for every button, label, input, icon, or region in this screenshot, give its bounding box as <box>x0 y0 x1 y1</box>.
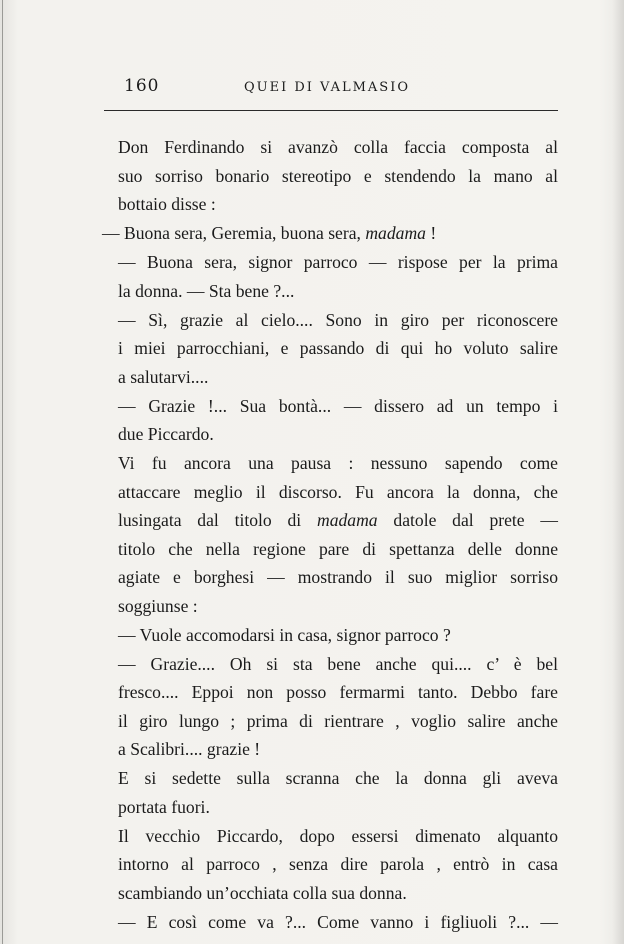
paragraph-5 <box>102 392 558 449</box>
text-line: soggiunse : <box>118 595 198 616</box>
page-header <box>104 74 558 100</box>
paragraph-7 <box>102 621 558 650</box>
text-line: la donna. — Sta bene ?... <box>118 280 295 301</box>
text-line: — Buona sera, signor parroco — rispose per la prima <box>118 252 558 272</box>
text-line: i miei parrocchiani, e passando di qui ho voluto salire <box>118 338 558 358</box>
italic-word: madama <box>365 223 426 243</box>
italic-word: madama <box>317 510 378 530</box>
text-line: titolo che nella regione pare di spettanza delle donne <box>118 538 558 559</box>
text-line: portata fuori. <box>118 796 210 817</box>
paragraph-6 <box>102 449 558 620</box>
paragraph-2 <box>102 219 558 248</box>
text-line: bottaio disse : <box>118 194 216 214</box>
paragraph-11 <box>102 908 558 937</box>
paragraph-10 <box>102 822 558 908</box>
text-line: fresco.... Eppoi non posso fermarmi tanto. Debbo fare <box>118 682 558 702</box>
paragraph-8 <box>102 650 558 764</box>
text-line: Don Ferdinando si avanzò colla faccia composta al <box>118 137 558 157</box>
text-line: Il vecchio Piccardo, dopo essersi dimenato alquanto <box>118 825 558 846</box>
text-segment: — Buona sera, Geremia, buona sera, <box>102 223 361 243</box>
text-line: a salutarvi.... <box>118 366 209 387</box>
paragraph-4 <box>102 306 558 392</box>
text-line <box>102 219 558 248</box>
text-line: — Grazie.... Oh si sta bene anche qui.... c’ è bel <box>118 653 558 674</box>
text-line: intorno al parroco , senza dire parola , entrò in casa <box>118 854 558 874</box>
text-segment: datole dal prete — <box>393 510 558 530</box>
text-line: — Sì, grazie al cielo.... Sono in giro per riconoscere <box>118 309 558 330</box>
text-segment: ! <box>430 223 437 243</box>
text-line: attaccare meglio il discorso. Fu ancora la donna, che <box>118 481 558 502</box>
text-line: agiate e borghesi — mostrando il suo miglior sorriso <box>118 567 558 587</box>
page-edge-left <box>2 0 3 944</box>
page-edge-right <box>612 0 624 944</box>
text-line: suo sorriso bonario stereotipo e stendendo la mano al <box>118 165 558 186</box>
text-line: — Grazie !... Sua bontà... — dissero ad un tempo i <box>118 395 558 416</box>
text-line: il giro lungo ; prima di rientrare , voglio salire anche <box>118 710 558 731</box>
text-line: Vi fu ancora una pausa : nessuno sapendo come <box>118 453 558 473</box>
text-line: scambiando un’occhiata colla sua donna. <box>118 882 407 903</box>
text-line <box>102 506 558 535</box>
body-text <box>102 133 558 936</box>
paragraph-9 <box>102 764 558 821</box>
text-line: — E così come va ?... Come vanno i figliuoli ?... — <box>118 911 558 932</box>
text-line: E si sedette sulla scranna che la donna gli aveva <box>118 768 558 788</box>
running-title: QUEI DI VALMASIO <box>244 80 410 95</box>
text-line: — Vuole accomodarsi in casa, signor parroco ? <box>118 624 451 645</box>
page-number: 160 <box>124 76 160 96</box>
paragraph-3 <box>102 248 558 305</box>
text-segment: lusingata dal titolo di <box>118 510 302 530</box>
header-rule <box>104 110 558 111</box>
paragraph-1 <box>102 133 558 219</box>
text-line: a Scalibri.... grazie ! <box>118 739 261 759</box>
text-line: due Piccardo. <box>118 424 214 444</box>
